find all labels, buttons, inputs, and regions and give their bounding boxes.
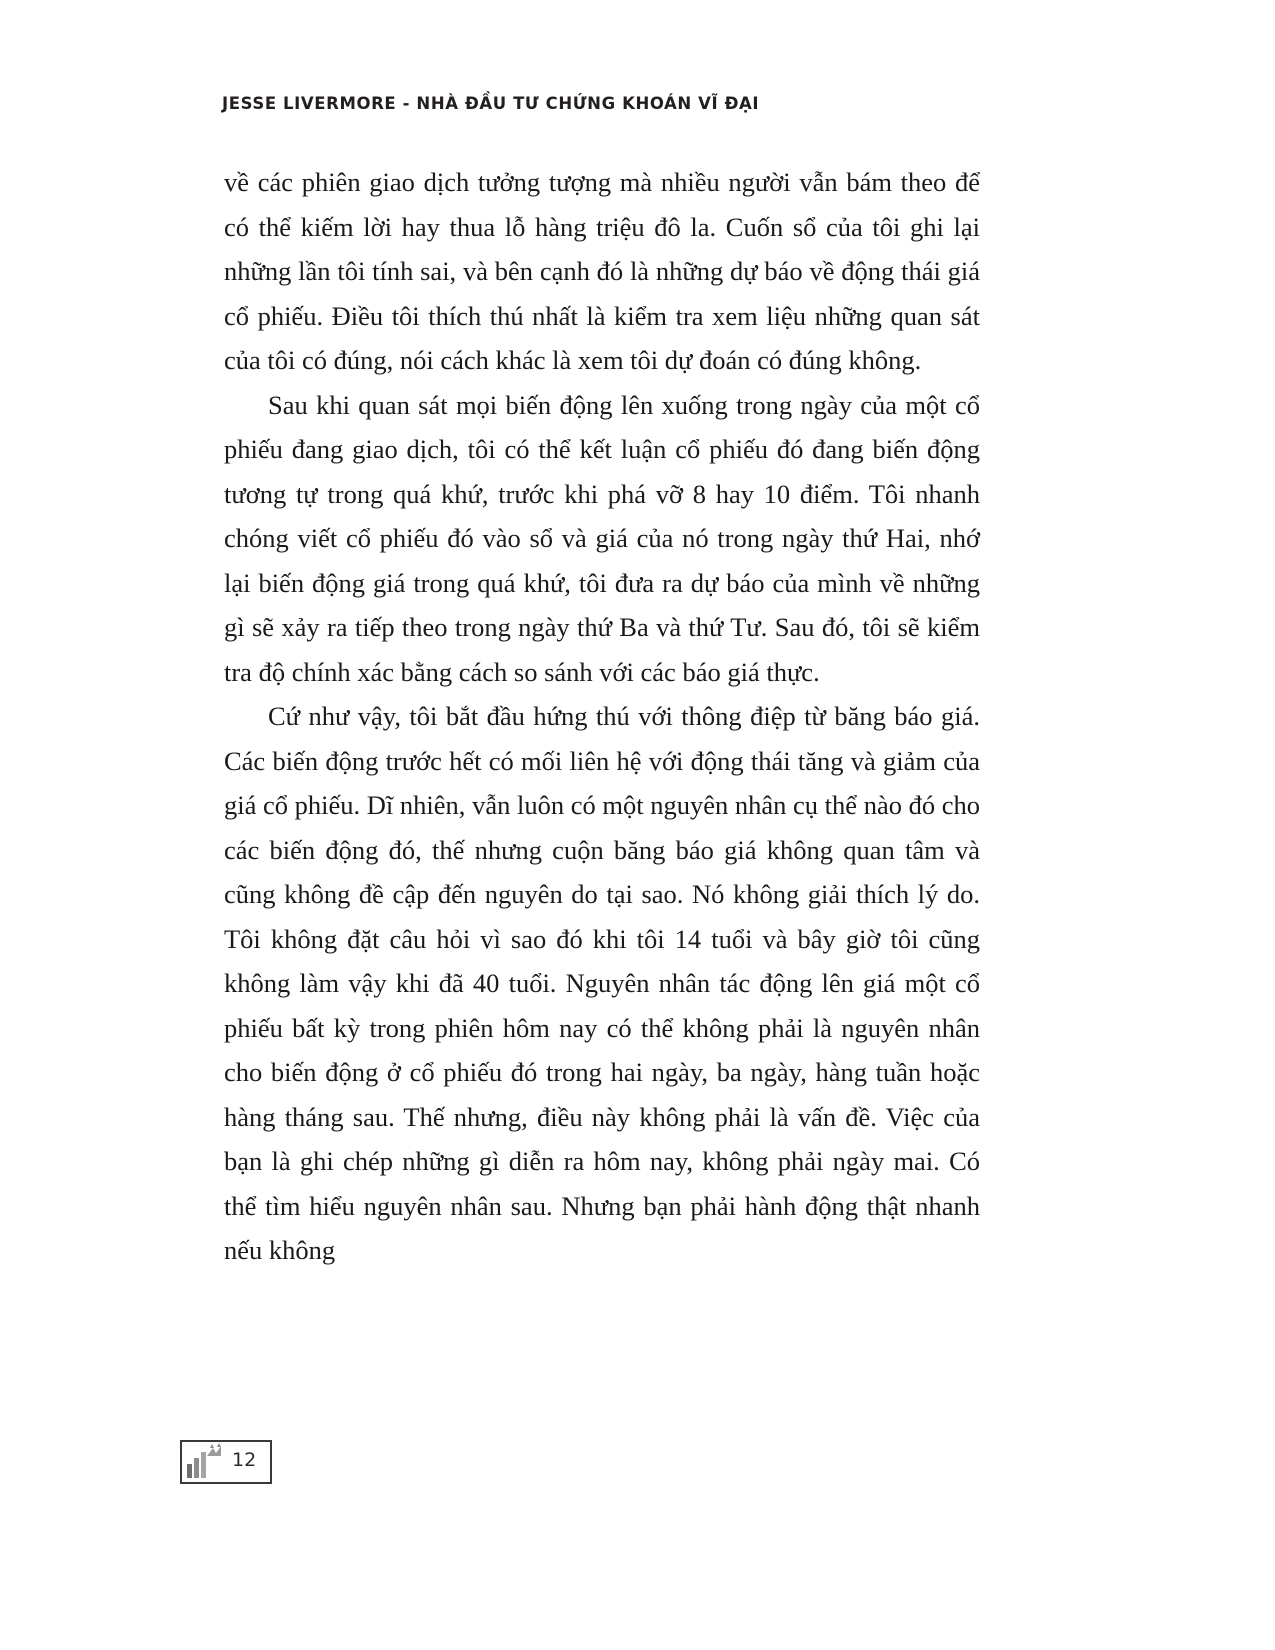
paragraph: Cứ như vậy, tôi bắt đầu hứng thú với thông điệp từ băng báo giá. Các biến động trước hết có mối liên hệ với động thái tăng và giảm của giá cổ phiếu. Dĩ nhiên, vẫn luôn có một nguyên nhân cụ thể nào đó cho các biến động đó, thế nhưng cuộn băng báo giá không quan tâm và cũng không đề cập đến nguyên do tại sao. Nó không giải thích lý do. Tôi không đặt câu hỏi vì sao đó khi tôi 14 tuổi và bây giờ tôi cũng không làm vậy khi đã 40 tuổi. Nguyên nhân tác động lên giá một cổ phiếu bất kỳ trong phiên hôm nay có thể không phải là nguyên nhân cho biến động ở cổ phiếu đó trong hai ngày, ba ngày, hàng tuần hoặc hàng tháng sau. Thế nhưng, điều này không phải là vấn đề. Việc của bạn là ghi chép những gì diễn ra hôm nay, không phải ngày mai. Có thể tìm hiểu nguyên nhân sau. Nhưng bạn phải hành động thật nhanh nếu không bbox=[224, 701, 980, 1265]
bull-chart-icon bbox=[183, 1442, 227, 1482]
body-text-column bbox=[224, 160, 980, 1273]
paragraph: Sau khi quan sát mọi biến động lên xuống trong ngày của một cổ phiếu đang giao dịch, tôi có thể kết luận cổ phiếu đó đang biến động tương tự trong quá khứ, trước khi phá vỡ 8 hay 10 điểm. Tôi nhanh chóng viết cổ phiếu đó vào sổ và giá của nó trong ngày thứ Hai, nhớ lại biến động giá trong quá khứ, tôi đưa ra dự báo của mình về những gì sẽ xảy ra tiếp theo trong ngày thứ Ba và thứ Tư. Sau đó, tôi sẽ kiểm tra độ chính xác bằng cách so sánh với các báo giá thực. bbox=[224, 389, 980, 687]
running-head: JESSE LIVERMORE - NHÀ ĐẦU TƯ CHỨNG KHOÁN VĨ ĐẠI bbox=[222, 94, 760, 113]
page-number: 12 bbox=[232, 1449, 257, 1471]
page-footer bbox=[180, 1440, 480, 1486]
paragraph: về các phiên giao dịch tưởng tượng mà nhiều người vẫn bám theo để có thể kiếm lời hay thua lỗ hàng triệu đô la. Cuốn sổ của tôi ghi lại những lần tôi tính sai, và bên cạnh đó là những dự báo về động thái giá cổ phiếu. Điều tôi thích thú nhất là kiểm tra xem liệu những quan sát của tôi có đúng, nói cách khác là xem tôi dự đoán có đúng không. bbox=[224, 167, 980, 375]
